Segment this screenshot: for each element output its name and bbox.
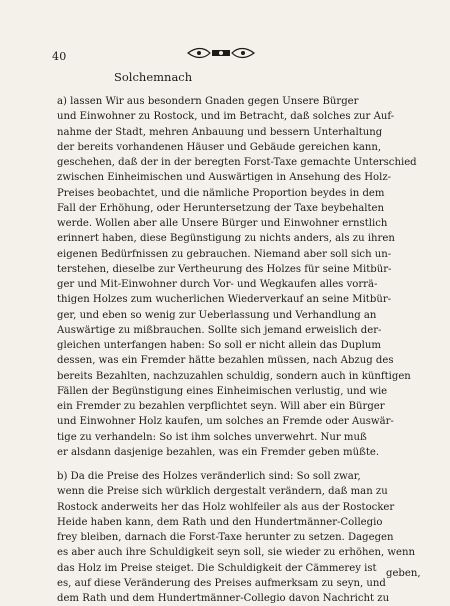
text-line: eigenen Bedürfnissen zu gebrauchen. Niemand aber soll sich un- (57, 248, 392, 260)
text-line: b) Da die Preise des Holzes veränderlich sind: So soll zwar, (57, 471, 361, 482)
paragraph-gap (57, 460, 431, 469)
text-line: es aber auch ihre Schuldigkeit seyn soll, sie wieder zu erhöhen, wenn (57, 547, 416, 559)
text-line: bereits Bezahlten, nachzuzahlen schuldig, sondern auch in künftigen (57, 370, 411, 382)
text-line: und Einwohner zu Rostock, und im Betracht, daß solches zur Auf- (57, 111, 395, 123)
text-line: thigen Holzes zum wucherlichen Wiederverkauf an seine Mitbür- (57, 294, 392, 306)
text-line: zwischen Einheimischen und Auswärtigen in Ansehung des Holz- (57, 172, 392, 184)
text-line: Heide haben kann, dem Rath und den Hundertmänner-Collegio (57, 516, 383, 528)
paragraph-b (57, 469, 431, 606)
page-number: 40 (52, 50, 67, 63)
text-line: ger, und eben so wenig zur Ueberlassung und Verhandlung an (57, 309, 377, 321)
text-line: und Einwohner Holz kaufen, um solches an Fremde oder Auswär- (57, 416, 394, 428)
text-line: erinnert haben, diese Begünstigung zu nichts anders, als zu ihren (57, 233, 395, 245)
text-line: Auswärtige zu mißbrauchen. Sollte sich jemand erweislich der- (57, 324, 382, 336)
text-line: er alsdann dasjenige bezahlen, was ein Fremder geben müßte. (57, 446, 380, 458)
text-line: gleichen unterfangen haben: So soll er nicht allein das Duplum (57, 340, 381, 351)
ornament-icon (186, 47, 256, 59)
text-line: Fall der Erhöhung, oder Heruntersetzung der Taxe beybehalten (57, 202, 384, 214)
text-line: a) lassen Wir aus besondern Gnaden gegen Unsere Bürger (57, 96, 359, 107)
text-line: werde. Wollen aber alle Unsere Bürger und Einwohner ernstlich (57, 218, 388, 229)
text-line: es, auf diese Veränderung des Preises aufmerksam zu seyn, und (57, 577, 386, 589)
text-line: Rostock anderweits her das Holz wohlfeiler als aus der Rostocker (57, 501, 395, 513)
text-line: ein Fremder zu bezahlen verpflichtet seyn. Will aber ein Bürger (57, 401, 385, 412)
text-line: Fällen der Begünstigung eines Einheimischen verlustig, und wie (57, 385, 388, 397)
text-line: das Holz im Preise steiget. Die Schuldigkeit der Cämmerey ist (57, 562, 377, 574)
body-text (57, 94, 431, 606)
text-line: wenn die Preise sich würklich dergestalt verändern, daß man zu (57, 486, 388, 498)
text-line: terstehen, dieselbe zur Vertheurung des Holzes für seine Mitbür- (57, 263, 392, 275)
text-line: der bereits vorhandenen Häuser und Gebäude gereichen kann, (57, 141, 382, 153)
text-line: geschehen, daß der in der beregten Forst-Taxe gemachte Unterschied (57, 157, 417, 168)
text-line: nahme der Stadt, mehren Anbauung und bessern Unterhaltung (57, 126, 383, 138)
text-line: dem Rath und dem Hundertmänner-Collegio davon Nachricht zu (57, 593, 390, 604)
catchword-top: Solchemnach (114, 70, 193, 84)
catchword-bottom: geben, (386, 568, 421, 579)
text-line: ger und Mit-Einwohner durch Vor- und Wegkaufen alles vorrä- (57, 279, 378, 290)
paragraph-a (57, 94, 431, 460)
text-line: dessen, was ein Fremder hätte bezahlen müssen, nach Abzug des (57, 355, 394, 367)
text-line: Preises beobachtet, und die nämliche Proportion beydes in dem (57, 187, 385, 199)
text-line: frey bleiben, darnach die Forst-Taxe herunter zu setzen. Dagegen (57, 532, 394, 543)
text-line: tige zu verhandeln: So ist ihm solches unverwehrt. Nur muß (57, 431, 367, 443)
